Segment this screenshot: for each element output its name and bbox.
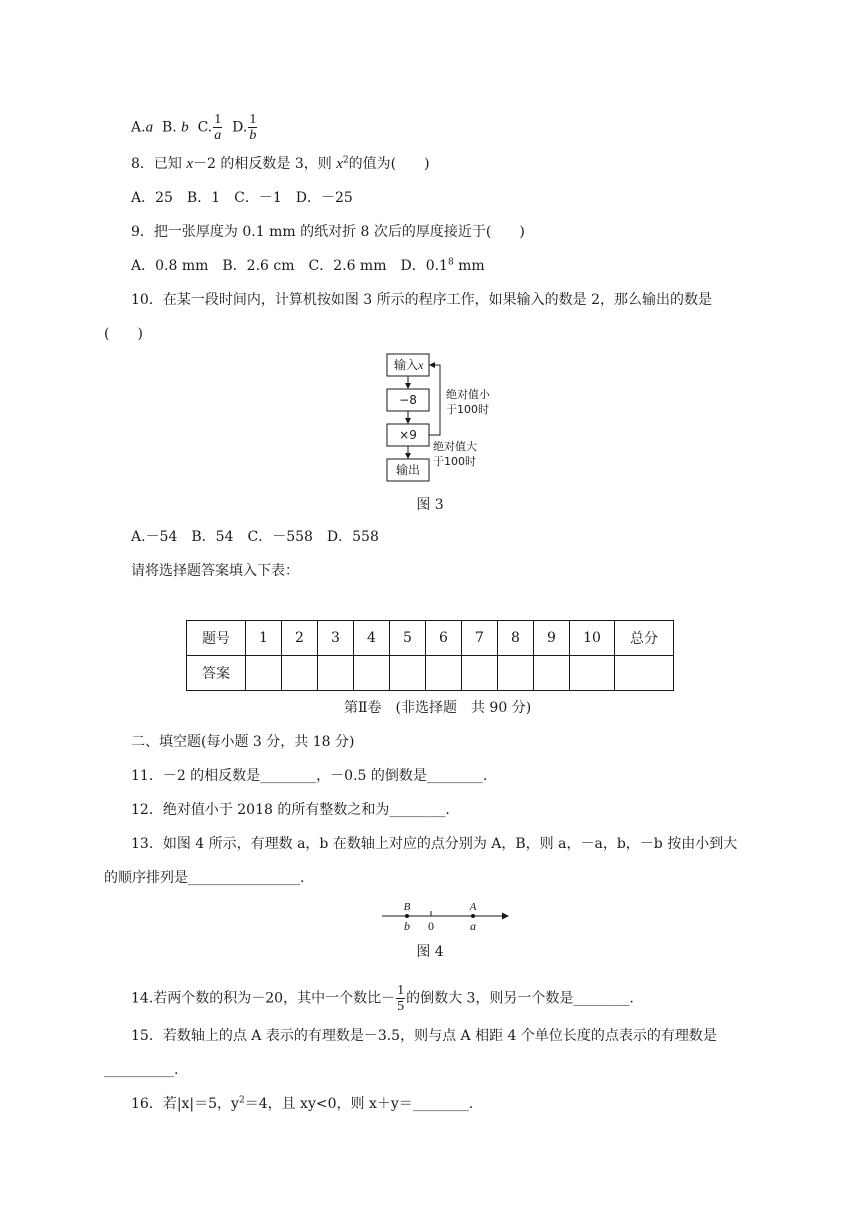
- section-2-heading: 二、填空题(每小题 3 分，共 18 分): [131, 734, 355, 750]
- answer-cell[interactable]: [282, 656, 318, 691]
- flow-output-text: 输出: [395, 463, 421, 477]
- q7-option-b-value: b: [181, 119, 189, 136]
- answer-cell[interactable]: [570, 656, 615, 691]
- answer-cell[interactable]: [318, 656, 354, 691]
- q9-options: [131, 256, 485, 276]
- q10-stem-cont: ( ): [104, 326, 143, 342]
- q8-sup: 2: [342, 155, 349, 166]
- point-a-label: A: [469, 901, 477, 913]
- table-number-cell: 6: [426, 621, 462, 656]
- q15-stem-cont: __________.: [104, 1062, 179, 1078]
- table-row-answers: [187, 656, 674, 691]
- table-number-cell: 10: [570, 621, 615, 656]
- q16-text-2: ＝4，且 xy<0，则 x＋y＝________.: [244, 1096, 474, 1112]
- answer-instruction: 请将选择题答案填入下表：: [131, 563, 299, 579]
- q13-stem-cont: 的顺序排列是________________.: [104, 870, 305, 886]
- q8-stem: [131, 154, 430, 174]
- q14-fraction: [396, 983, 405, 1014]
- q16: [131, 1094, 473, 1114]
- q10-options: A.－54 B．54 C．－558 D．558: [131, 529, 379, 545]
- answer-cell[interactable]: [390, 656, 426, 691]
- point-b-dot: [405, 914, 409, 918]
- part-2-heading: 第Ⅱ卷 (非选择题 共 90 分): [344, 700, 532, 716]
- table-answer-label: 答案: [187, 656, 246, 691]
- figure-4-caption: 图 4: [416, 944, 444, 960]
- q7-option-b-label: B.: [161, 119, 177, 136]
- flow-loop-label-2: 于100时: [446, 403, 489, 416]
- table-number-cell: 8: [498, 621, 534, 656]
- table-number-cell: 5: [390, 621, 426, 656]
- table-number-cell: 2: [282, 621, 318, 656]
- q7-option-d-fraction: [248, 112, 257, 143]
- answer-cell[interactable]: [354, 656, 390, 691]
- value-b-label: b: [404, 919, 410, 933]
- flow-exit-label-1: 绝对值大: [433, 440, 477, 453]
- table-header-label: 题号: [187, 621, 246, 656]
- fraction-denominator: 5: [397, 999, 405, 1014]
- answer-cell[interactable]: [462, 656, 498, 691]
- value-a-label: a: [470, 919, 476, 933]
- zero-label: 0: [428, 919, 434, 933]
- q16-text-1: 16．若|x|＝5，y: [131, 1096, 239, 1112]
- q9-options-1: A．0.8 mm B．2.6 cm C．2.6 mm D．0.1: [131, 258, 448, 274]
- fraction-denominator: a: [214, 128, 222, 143]
- table-row-header: [187, 621, 674, 656]
- table-number-cell: 7: [462, 621, 498, 656]
- number-line-figure-4: [380, 898, 515, 938]
- flow-loop-label-1: 绝对值小: [446, 388, 490, 401]
- q8-var: x: [186, 156, 194, 172]
- fraction-numerator: 1: [249, 112, 257, 127]
- q8-var-2: x: [336, 156, 343, 172]
- q8-text-1: 8．已知: [131, 156, 187, 172]
- point-b-label: B: [403, 901, 411, 913]
- q8-text-3: 的值为( ): [348, 156, 430, 172]
- q14: [131, 983, 634, 1014]
- flow-loop-arrow: [429, 365, 440, 435]
- table-number-cell: 9: [534, 621, 570, 656]
- q13-stem: 13．如图 4 所示，有理数 a，b 在数轴上对应的点分别为 A，B，则 a，－a，b，－b 按由小到大: [131, 836, 738, 852]
- figure-3-caption: 图 3: [416, 497, 444, 513]
- fraction-numerator: 1: [397, 983, 405, 998]
- q7-option-a-label: A.: [131, 119, 146, 136]
- fraction-denominator: b: [249, 128, 257, 143]
- flowchart-figure-3: [380, 350, 500, 485]
- q7-option-d-label: D.: [232, 119, 248, 136]
- table-total-label: 总分: [615, 621, 674, 656]
- table-number-cell: 1: [246, 621, 282, 656]
- q14-text-1: 14.若两个数的积为－20，其中一个数比－: [131, 990, 396, 1007]
- q7-option-c-fraction: [213, 112, 222, 143]
- q15-stem: 15．若数轴上的点 A 表示的有理数是－3.5，则与点 A 相距 4 个单位长度的点表示的有理数是: [131, 1028, 717, 1044]
- q7-option-a-value: a: [145, 119, 154, 136]
- q9-options-2: mm: [453, 258, 485, 274]
- answer-cell[interactable]: [246, 656, 282, 691]
- q9-sup: 8: [447, 257, 454, 268]
- answer-table: [186, 620, 674, 691]
- q16-sup: 2: [238, 1095, 245, 1106]
- q8-options: A．25 B．1 C．－1 D．－25: [131, 190, 353, 206]
- fraction-numerator: 1: [214, 112, 222, 127]
- q11: 11．－2 的相反数是________，－0.5 的倒数是________.: [131, 768, 488, 784]
- flow-minus8-text: −8: [399, 393, 417, 407]
- q8-text-2: －2 的相反数是 3，则: [193, 156, 337, 172]
- point-a-dot: [471, 914, 475, 918]
- q9-stem: 9．把一张厚度为 0.1 mm 的纸对折 8 次后的厚度接近于( ): [131, 224, 525, 240]
- q7-options: [131, 112, 258, 143]
- total-score-cell[interactable]: [615, 656, 674, 691]
- table-number-cell: 3: [318, 621, 354, 656]
- table-number-cell: 4: [354, 621, 390, 656]
- flow-times9-text: ×9: [399, 428, 417, 442]
- answer-cell[interactable]: [534, 656, 570, 691]
- q12: 12．绝对值小于 2018 的所有整数之和为________.: [131, 802, 450, 818]
- q7-option-c-label: C.: [197, 119, 213, 136]
- q10-stem: 10．在某一段时间内，计算机按如图 3 所示的程序工作，如果输入的数是 2，那么输出的数是: [131, 292, 712, 308]
- flow-input-text: 输入x: [394, 358, 424, 372]
- q14-text-2: 的倒数大 3，则另一个数是________.: [406, 990, 634, 1007]
- answer-cell[interactable]: [426, 656, 462, 691]
- answer-cell[interactable]: [498, 656, 534, 691]
- flow-exit-label-2: 于100时: [433, 455, 476, 468]
